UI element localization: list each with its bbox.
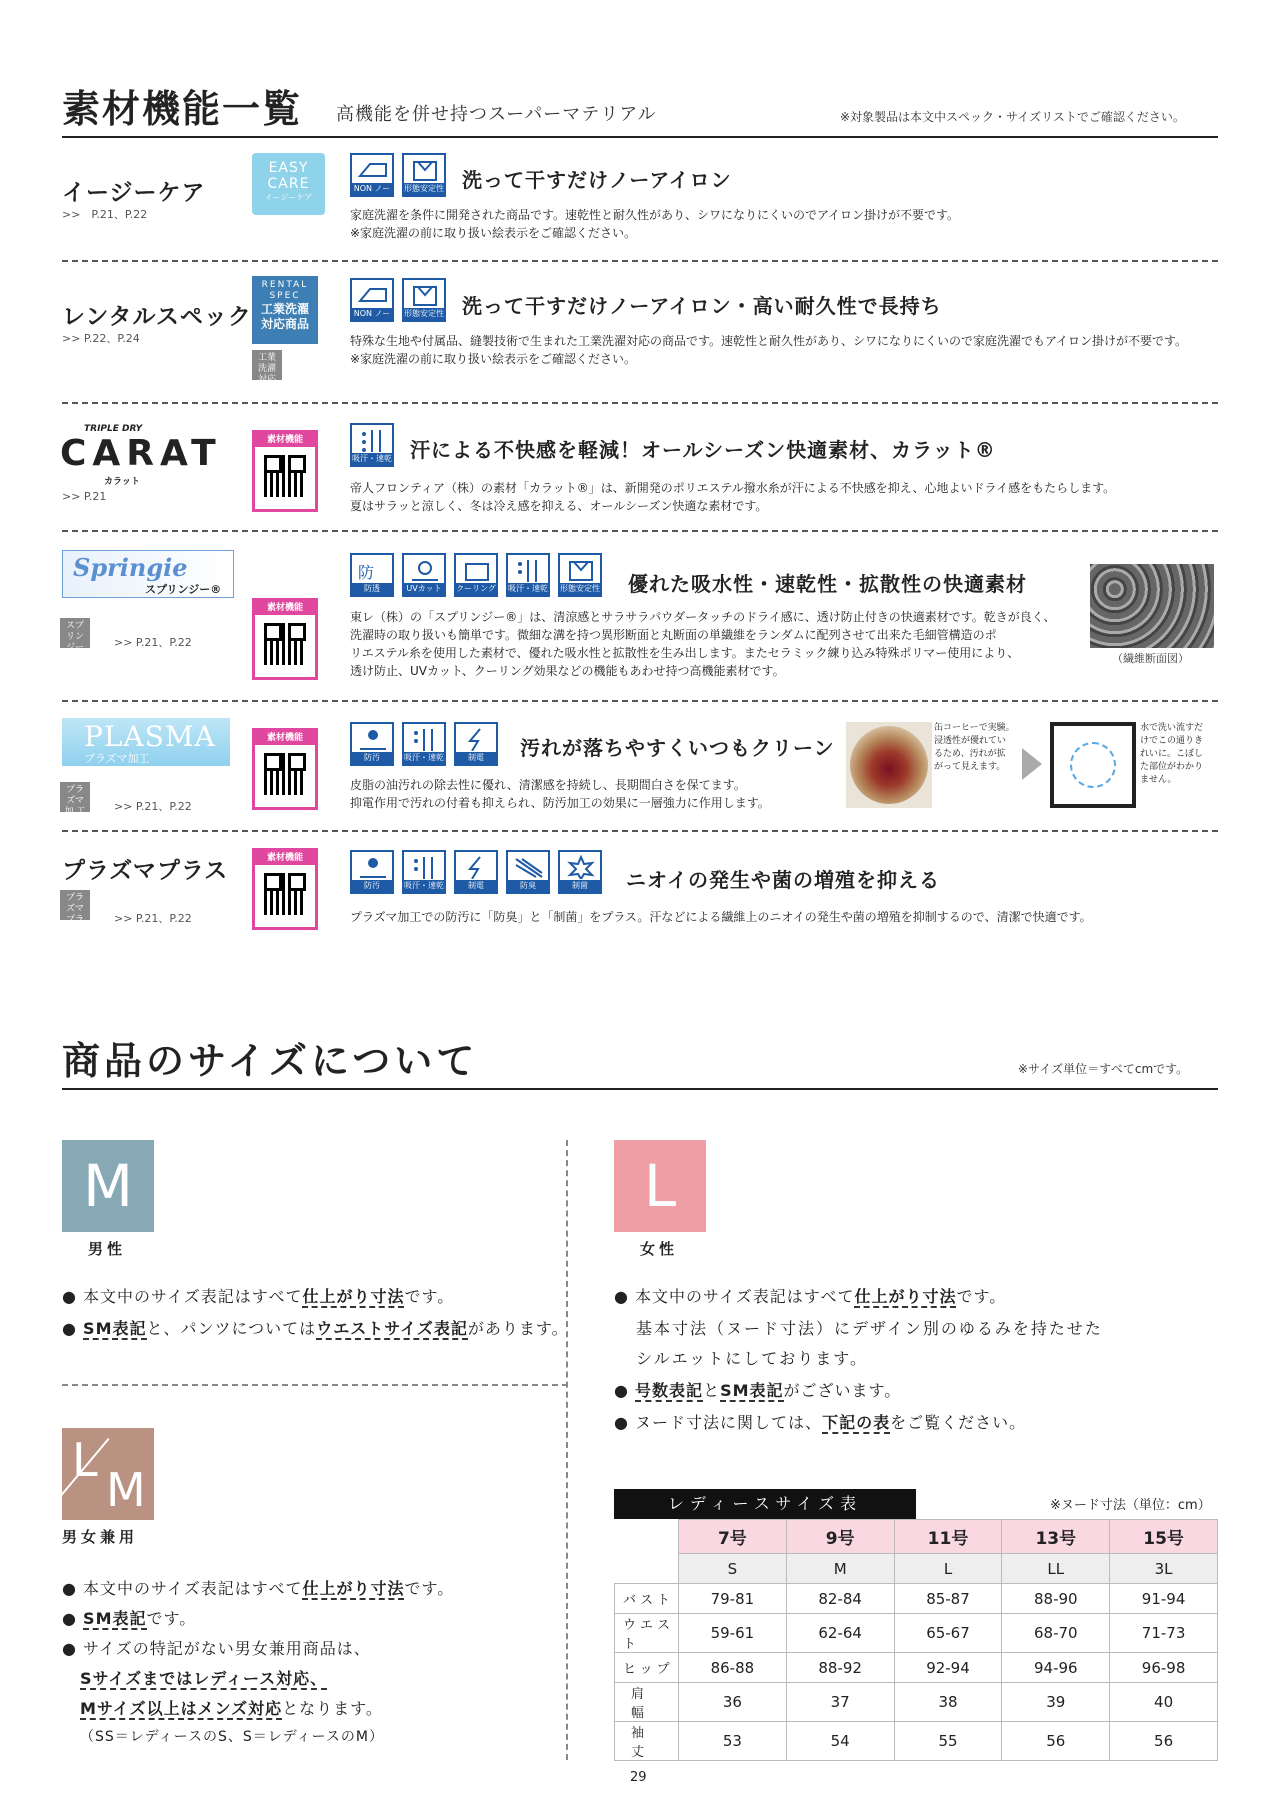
carat-logo-top: TRIPLE DRY — [84, 424, 143, 434]
uv-cut-icon — [402, 553, 446, 597]
wash-note — [1140, 722, 1203, 787]
unisex-note-5: Mサイズ以上はメンズ対応となります。 — [80, 1699, 383, 1718]
icon-label: 形態安定性 — [404, 309, 444, 318]
icon-label: 形態安定性 — [560, 584, 600, 593]
unisex-note-1: ● 本文中のサイズ表記はすべて仕上がり寸法です。 — [62, 1579, 455, 1598]
page-ref: >> P.21、P.22 — [114, 800, 192, 813]
row-header: 袖丈 — [615, 1722, 679, 1761]
table-cell: 68-70 — [1002, 1614, 1110, 1653]
table-cell: 88-90 — [1002, 1584, 1110, 1614]
rental-spec-logo — [252, 276, 318, 344]
icon-label: 制菌 — [560, 880, 600, 892]
note-line: けでこの通りき — [1140, 736, 1204, 746]
divider — [62, 402, 1218, 404]
table-cell: 92-94 — [894, 1653, 1002, 1683]
qr-code[interactable] — [252, 848, 318, 930]
table-row — [615, 1584, 1218, 1614]
page-ref: >> P.21、P.22 — [62, 208, 148, 221]
fiber-cross-section-image — [1090, 564, 1214, 648]
table-cell: 62-64 — [786, 1614, 894, 1653]
plasma-plus-tag: プラズマ プラス — [60, 890, 90, 920]
note-line: た部位がわかり — [1140, 762, 1204, 772]
page-subtitle: 高機能を併せ持つスーパーマテリアル — [336, 104, 657, 125]
desc-line: 帝人フロンティア（株）の素材「カラット®」は、新開発のポリエステル撥水糸が汗による不快感を抑え、心地よいドライ感をもたらします。 — [350, 481, 1116, 495]
table-cell: 65-67 — [894, 1614, 1002, 1653]
row-header: ヒップ — [615, 1653, 679, 1683]
unisex-label: 男女兼用 — [62, 1528, 139, 1546]
female-note-5: ● ヌード寸法に関しては、下記の表をご覧ください。 — [614, 1413, 1027, 1432]
table-corner — [615, 1520, 679, 1554]
no-iron-icon — [350, 153, 394, 205]
desc-line: 家庭洗濯を条件に開発された商品です。速乾性と耐久性があり、シワになりにくいのでアイロン掛けが不要です。 — [350, 208, 960, 222]
table-cell: 53 — [679, 1722, 787, 1761]
header-rule — [62, 136, 1218, 138]
table-cell: 56 — [1002, 1722, 1110, 1761]
carat-logo: CARAT — [60, 433, 222, 474]
table-cell: 38 — [894, 1683, 1002, 1722]
note-line: がって見えます。 — [934, 762, 1006, 772]
table-cell: 55 — [894, 1722, 1002, 1761]
badge-letter-l: L — [72, 1433, 98, 1487]
unisex-size-badge — [62, 1428, 154, 1520]
material-headline: 洗って干すだけノーアイロン — [462, 168, 732, 192]
divider — [62, 700, 1218, 702]
material-headline: 汗による不快感を軽減！オールシーズン快適素材、カラット® — [410, 438, 996, 462]
material-desc — [350, 206, 959, 242]
logo-text: CARE — [267, 176, 310, 192]
table-sm-row — [615, 1554, 1218, 1584]
male-size-badge: M — [62, 1140, 154, 1232]
icon-label: NON ノーアイロン — [353, 184, 391, 205]
logo-text: 工業洗濯 — [260, 302, 309, 316]
icon-label: 防透 — [352, 583, 392, 595]
size-unit-note: ※サイズ単位＝すべてcmです。 — [1018, 1062, 1189, 1076]
table-cell: 86-88 — [679, 1653, 787, 1683]
table-row — [615, 1653, 1218, 1683]
desc-line: 抑電作用で汚れの付着も抑えられ、防汚加工の効果に一層強力に作用します。 — [350, 796, 770, 810]
material-desc — [350, 776, 770, 812]
springie-tag: スプリンジー — [60, 618, 90, 648]
plasma-logo — [62, 718, 230, 766]
note-line: 水で洗い流すだ — [1140, 723, 1204, 733]
table-cell: 79-81 — [679, 1584, 787, 1614]
material-desc — [350, 479, 1115, 515]
sweat-absorb-icon — [402, 850, 446, 894]
table-cell: 37 — [786, 1683, 894, 1722]
icon-label: 防汚 — [352, 752, 392, 764]
icon-label: 防臭 — [508, 880, 548, 892]
table-cell: 39 — [1002, 1683, 1110, 1722]
table-header: 7号 — [679, 1520, 787, 1554]
icon-label: 防汚 — [352, 880, 392, 892]
antibacterial-icon — [558, 850, 602, 894]
antistatic-icon — [454, 850, 498, 894]
shape-stability-icon — [402, 278, 446, 322]
female-label: 女性 — [640, 1240, 679, 1258]
table-cell: 59-61 — [679, 1614, 787, 1653]
unisex-note-2: ● SM表記です。 — [62, 1609, 197, 1628]
qr-label: 素材機能 — [255, 601, 315, 615]
row-header: ウエスト — [615, 1614, 679, 1653]
table-cell: LL — [1002, 1554, 1110, 1584]
table-cell: 3L — [1110, 1554, 1218, 1584]
table-row — [615, 1614, 1218, 1653]
ladies-size-table — [614, 1519, 1218, 1761]
unisex-note-6: （SS＝レディースのS、S＝レディースのM） — [80, 1729, 384, 1745]
stain-note — [934, 722, 1015, 774]
page-ref: >> P.21、P.22 — [114, 912, 192, 925]
stain-circle — [1070, 742, 1116, 788]
note-line: れいに。こぼし — [1140, 749, 1204, 759]
table-cell: 82-84 — [786, 1584, 894, 1614]
table-cell: 88-92 — [786, 1653, 894, 1683]
springie-logo — [62, 550, 234, 598]
note-line: 浸透性が優れてい — [934, 736, 1007, 746]
table-header: 11号 — [894, 1520, 1002, 1554]
desc-line: 洗濯時の取り扱いも簡単です。微細な溝を持つ異形断面と丸断面の単繊維をランダムに配列させて出来た毛細管構造のポ — [350, 628, 997, 642]
material-headline: 優れた吸水性・速乾性・拡散性の快適素材 — [628, 572, 1027, 596]
industrial-wash-tag: 工業 洗濯対応 — [252, 350, 282, 380]
desc-line: ※家庭洗濯の前に取り扱い絵表示をご確認ください。 — [350, 352, 637, 366]
table-row — [615, 1722, 1218, 1761]
sweat-absorb-icon — [402, 722, 446, 766]
column-divider — [566, 1140, 568, 1760]
table-cell: 85-87 — [894, 1584, 1002, 1614]
material-name: イージーケア — [62, 180, 206, 206]
desc-line: プラズマ加工での防汚に「防臭」と「制菌」をプラス。汗などによる繊維上のニオイの発生や菌の増殖を抑制するので、清潔で快適です。 — [350, 910, 1092, 924]
table-cell: 71-73 — [1110, 1614, 1218, 1653]
table-header: 9号 — [786, 1520, 894, 1554]
table-cell: 96-98 — [1110, 1653, 1218, 1683]
icon-label: 吸汗・速乾 — [352, 454, 392, 463]
qr-code[interactable] — [252, 598, 318, 680]
material-desc — [350, 908, 1092, 926]
female-note-3: シルエットにしております。 — [636, 1349, 869, 1368]
shape-stability-icon — [558, 553, 602, 597]
icon-label: NON ノーアイロン — [353, 309, 391, 330]
deodorant-icon — [506, 850, 550, 894]
unisex-note-4: Sサイズまではレディース対応、 — [80, 1669, 328, 1688]
logo-text: 対応商品 — [260, 317, 309, 331]
female-note-4: ● 号数表記とSM表記がございます。 — [614, 1381, 902, 1400]
table-cell: 94-96 — [1002, 1653, 1110, 1683]
male-label: 男性 — [88, 1240, 127, 1258]
washed-photo — [1050, 722, 1136, 808]
material-name: プラズマプラス — [62, 858, 229, 884]
qr-code[interactable] — [252, 728, 318, 810]
desc-line: 東レ（株）の「スプリンジー®」は、清涼感とサラサラパウダータッチのドライ感に、透け防止付きの快適素材です。乾きが良く、 — [350, 610, 1056, 624]
ladies-table-note: ※ヌード寸法（単位：cm） — [1050, 1498, 1211, 1513]
shape-stability-icon — [402, 153, 446, 197]
female-note-1: ● 本文中のサイズ表記はすべて仕上がり寸法です。 — [614, 1287, 1007, 1306]
logo-text: RENTAL — [261, 280, 309, 290]
table-cell: 56 — [1110, 1722, 1218, 1761]
ladies-table-title: レディースサイズ表 — [614, 1489, 916, 1519]
desc-line: 透け防止、UVカット、クーリング効果などの機能もあわせ持つ高機能素材です。 — [350, 664, 785, 678]
page-ref: >> P.21 — [62, 490, 107, 503]
logo-text: スプリンジー® — [145, 583, 222, 596]
stain-resist-icon — [350, 850, 394, 894]
stain-resist-icon — [350, 722, 394, 766]
table-corner — [615, 1554, 679, 1584]
table-row — [615, 1683, 1218, 1722]
qr-pattern — [264, 455, 306, 497]
male-note-1: ● 本文中のサイズ表記はすべて仕上がり寸法です。 — [62, 1287, 455, 1306]
row-header: 肩幅 — [615, 1683, 679, 1722]
qr-label: 素材機能 — [255, 851, 315, 865]
qr-pattern — [264, 623, 306, 665]
note-line: るため、汚れが拡 — [934, 749, 1006, 759]
logo-text: Springie — [73, 553, 188, 582]
logo-text: EASY — [268, 160, 309, 176]
qr-code[interactable] — [252, 430, 318, 512]
desc-line: 夏はサラッと涼しく、冬は冷え感を抑える、オールシーズン快適な素材です。 — [350, 499, 768, 513]
table-header: 13号 — [1002, 1520, 1110, 1554]
table-cell: 54 — [786, 1722, 894, 1761]
material-headline: 汚れが落ちやすくいつもクリーン — [520, 736, 835, 760]
material-headline: ニオイの発生や菌の増殖を抑える — [626, 868, 940, 892]
icon-label: UVカット — [404, 583, 444, 595]
material-headline: 洗って干すだけノーアイロン・高い耐久性で長持ち — [462, 294, 942, 318]
size-section-title: 商品のサイズについて — [62, 1039, 479, 1083]
icon-label: 制電 — [456, 752, 496, 764]
sweat-absorb-icon — [350, 423, 394, 467]
table-cell: M — [786, 1554, 894, 1584]
table-cell: L — [894, 1554, 1002, 1584]
desc-line: 特殊な生地や付属品、縫製技術で生まれた工業洗濯対応の商品です。速乾性と耐久性があり、シワになりにくいので家庭洗濯でもアイロン掛けが不要です。 — [350, 334, 1188, 348]
logo-text: PLASMA — [84, 720, 216, 753]
stain-photo — [846, 722, 932, 808]
page-title: 素材機能一覧 — [62, 87, 303, 131]
table-cell: 36 — [679, 1683, 787, 1722]
page-number: 29 — [630, 1770, 647, 1785]
female-note-2: 基本寸法（ヌード寸法）にデザイン別のゆるみを持たせた — [636, 1319, 1103, 1338]
qr-label: 素材機能 — [255, 731, 315, 745]
divider — [62, 830, 1218, 832]
material-desc — [350, 608, 1056, 680]
female-size-badge: L — [614, 1140, 706, 1232]
table-header-row — [615, 1520, 1218, 1554]
table-header: 15号 — [1110, 1520, 1218, 1554]
size-rule — [62, 1088, 1218, 1090]
fiber-caption: （繊維断面図） — [1112, 652, 1189, 665]
icon-label: 形態安定性 — [404, 184, 444, 193]
divider — [62, 260, 1218, 262]
sweat-absorb-icon — [506, 553, 550, 597]
unisex-note-3: ● サイズの特記がない男女兼用商品は、 — [62, 1639, 371, 1658]
svg-text:防: 防 — [358, 563, 375, 582]
icon-label: 吸汗・速乾 — [508, 584, 548, 593]
logo-text: SPEC — [269, 291, 301, 301]
material-desc — [350, 332, 1187, 368]
icon-label: 吸汗・速乾 — [404, 881, 444, 890]
plasma-tag: プラズマ 加 工 — [60, 782, 90, 812]
antistatic-icon — [454, 722, 498, 766]
divider — [62, 530, 1218, 532]
qr-pattern — [264, 873, 306, 915]
icon-label: 吸汗・速乾 — [404, 753, 444, 762]
row-divider — [62, 1384, 568, 1386]
row-header: バスト — [615, 1584, 679, 1614]
badge-letter-m: M — [106, 1463, 146, 1517]
coffee-stain — [850, 726, 928, 804]
table-cell: 91-94 — [1110, 1584, 1218, 1614]
page-ref: >> P.22、P.24 — [62, 332, 140, 345]
easycare-logo — [252, 153, 325, 215]
carat-logo-sub: カラット — [104, 477, 140, 487]
table-cell: 40 — [1110, 1683, 1218, 1722]
cooling-icon — [454, 553, 498, 597]
see-through-prevention-icon — [350, 553, 394, 597]
note-line: 缶コーヒーで実験。 — [934, 723, 1015, 733]
logo-text: イージーケア — [264, 193, 313, 202]
header-note: ※対象製品は本文中スペック・サイズリストでご確認ください。 — [840, 110, 1185, 124]
qr-pattern — [264, 753, 306, 795]
no-iron-icon — [350, 278, 394, 330]
desc-line: 皮脂の油汚れの除去性に優れ、清潔感を持続し、長期間白さを保てます。 — [350, 778, 746, 792]
logo-text: プラズマ加工 — [84, 752, 150, 765]
desc-line: リエステル糸を使用した素材で、優れた吸水性と拡散性を生み出します。またセラミック練り込み特殊ポリマー使用により、 — [350, 646, 1020, 660]
icon-label: クーリング — [456, 584, 496, 593]
material-name: レンタルスペック — [62, 304, 252, 330]
male-note-2: ● SM表記と、パンツについてはウエストサイズ表記があります。 — [62, 1319, 569, 1338]
table-cell: S — [679, 1554, 787, 1584]
qr-label: 素材機能 — [255, 433, 315, 447]
icon-label: 制電 — [456, 880, 496, 892]
page-ref: >> P.21、P.22 — [114, 636, 192, 649]
desc-line: ※家庭洗濯の前に取り扱い絵表示をご確認ください。 — [350, 226, 637, 240]
arrow-icon — [1022, 748, 1042, 780]
note-line: ません。 — [1140, 775, 1177, 785]
